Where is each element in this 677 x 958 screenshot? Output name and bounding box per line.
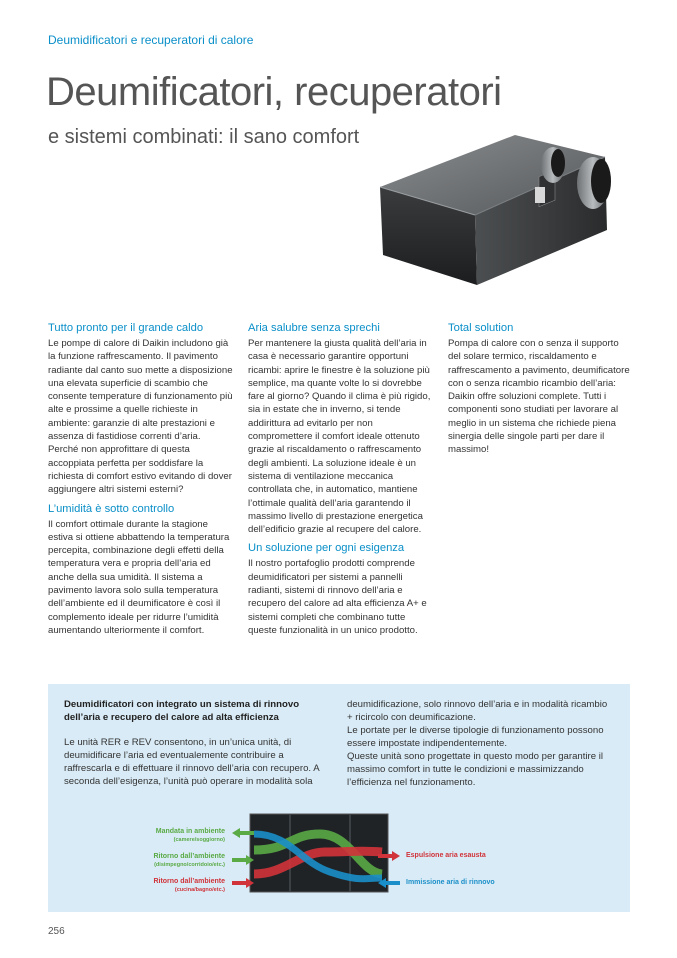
- info-box-text: Queste unità sono progettate in questo modo per garantire il massimo comfort in tutte le condizioni e massimizzando l’efficienza nel funzionamento.: [347, 751, 603, 788]
- section-heading: L’umidità è sotto controllo: [48, 502, 175, 515]
- section-text: Il nostro portafoglio prodotti comprende deumidificatori per sistemi a pannelli radianti, sistemi di rinnovo dell’aria e recupero del calore ad alta efficienza A+ e sistemi completi che combinano tutte queste funzionalità in un unico prodotto.: [248, 558, 427, 636]
- section-text: Le pompe di calore di Daikin includono già la funzione raffrescamento. Il pavimento radiante dal canto suo mette a disposizione una elevata superficie di scambio che consente temperature di funzionamento più alte e prossime a quelle richieste in ambiente: garanzie di alte prestazioni e assenza di fastidiose correnti d’aria. Perché non approfittare di questa accoppiata perfetta per soddisfare la richiesta di comfort estivo evitando di dover aggiungere altri sistemi esterni?: [48, 338, 233, 496]
- section-heading: Total solution: [448, 322, 514, 334]
- dehumidifier-unit-image: [355, 95, 635, 290]
- section-heading: Tutto pronto per il grande caldo: [48, 322, 204, 334]
- section-text: Per mantenere la giusta qualità dell’aria in casa è necessario garantire opportuni ricambi: aprire le finestre è la soluzione più semplice, ma quante volte lo si dovrebbe fare al giorno? Quando il clima è più rigido, sia in estate che in inverno, si tende addirittura ad evitarlo per non compromettere il comfort ideale ottenuto grazie al riscaldamento o raffrescamento degli ambienti. La soluzione ideale è un sistema di ventilazione meccanica controllata che, in automatico, mantiene l’ottimale qualità dell’aria garantendo il massimo livello di prestazione energetica dell’edificio grazie al recupere del calore.: [248, 338, 431, 536]
- label-mandata-sub: (camere/soggiorno): [173, 837, 225, 843]
- arrow-icon: [232, 878, 254, 888]
- section-heading: Un soluzione per ogni esigenza: [248, 542, 405, 555]
- info-box-text: Le portate per le diverse tipologie di funzionamento possono essere impostate indipendentemente.: [347, 725, 604, 749]
- label-mandata: [156, 828, 225, 844]
- section-text: Pompa di calore con o senza il supporto del solare termico, riscaldamento e raffrescamento a pavimento, deumificatore con o senza ricambio ricambio dell’aria: Daikin offre soluzioni complete. Tutti i componenti sono studiati per lavorare al meglio in un sistema che richiede piena sinergia delle singole parti per dare il massimo!: [448, 338, 630, 456]
- column-3: [448, 322, 633, 463]
- arrow-icon: [232, 855, 254, 865]
- label-ritorno-1: [153, 853, 225, 869]
- arrow-icon: [378, 878, 400, 888]
- page-subtitle: e sistemi combinati: il sano comfort: [48, 126, 360, 148]
- label-ritorno-2-title: Ritorno dall’ambiente: [153, 878, 225, 885]
- label-immissione: Immissione aria di rinnovo: [406, 879, 495, 886]
- info-box-column-2: [347, 698, 612, 789]
- info-box-column-1: [64, 698, 329, 788]
- info-box-text: deumidificazione, solo rinnovo dell’aria e in modalità ricambio + ricircolo con deumificazione.: [347, 699, 608, 723]
- page-number: 256: [48, 926, 65, 937]
- label-ritorno-2: [153, 878, 225, 894]
- label-espulsione: Espulsione aria esausta: [406, 852, 486, 859]
- column-2: [248, 322, 433, 643]
- column-1: [48, 322, 233, 643]
- label-ritorno-1-sub: (disimpegno/corridoio/etc.): [154, 862, 225, 868]
- info-box-text: Le unità RER e REV consentono, in un’unica unità, di deumidificare l’aria ed eventualemente contribuire a raffrescarla e di effettuare il rinnovo dell’aria con recupero. A seconda dell’esigenza, l’unità può operare in modalità sola: [64, 737, 320, 787]
- arrow-icon: [232, 828, 254, 838]
- section-text: Il comfort ottimale durante la stagione estiva si ottiene abbattendo la temperatura percepita, combinazione degli effetti della temperatura vera e propria dell’aria ed anche della sua umidità. Il sistema a pavimento lavora solo sulla temperatura dell’ambiente ed il deumificatore è così il complemento ideale per ridurre l’umidità aumentando ulteriormente il comfort.: [48, 518, 230, 636]
- section-heading: Aria salubre senza sprechi: [248, 322, 380, 334]
- section-tag: Deumidificatori e recuperatori di calore: [48, 33, 254, 47]
- label-ritorno-2-sub: (cucina/bagno/etc.): [174, 887, 225, 893]
- arrow-icon: [378, 851, 400, 861]
- label-ritorno-1-title: Ritorno dall’ambiente: [153, 853, 225, 860]
- info-box-heading: Deumidificatori con integrato un sistema di rinnovo dell’aria e recupero del calore ad alta efficienza: [64, 699, 300, 723]
- label-mandata-title: Mandata in ambiente: [155, 828, 225, 835]
- page-title: Deumificatori, recuperatori: [46, 70, 502, 114]
